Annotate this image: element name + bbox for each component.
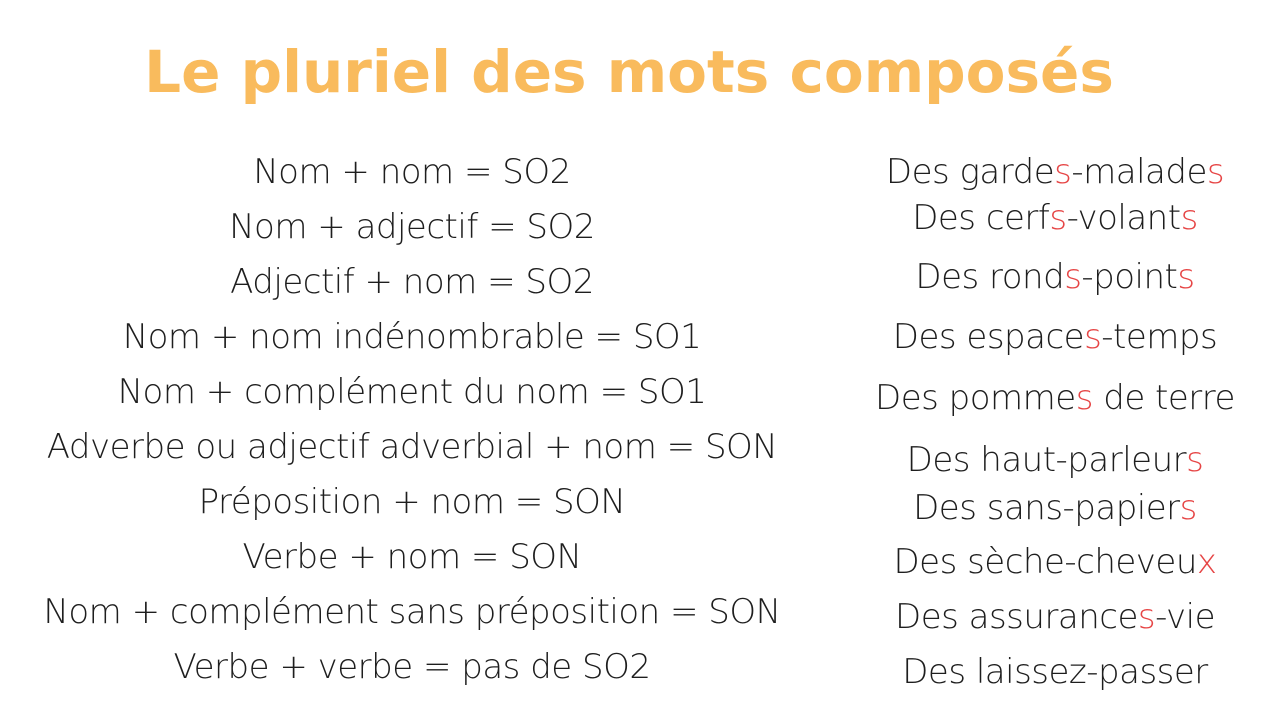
rule-item: Nom + adjectif = SO2	[229, 207, 595, 247]
example-text: Des laissez-passer	[902, 652, 1208, 692]
example-text: de terre	[1092, 378, 1235, 418]
example-item	[855, 486, 1255, 530]
plural-mark: s	[1137, 597, 1156, 637]
rule-item: Nom + nom indénombrable = SO1	[122, 317, 702, 357]
rule-item: Nom + complément du nom = SO1	[117, 372, 707, 412]
example-text: Des espace	[892, 317, 1085, 357]
rule-item: Adverbe ou adjectif adverbial + nom = SON	[46, 427, 778, 467]
example-text: Des sans-papier	[913, 488, 1180, 528]
plural-mark: x	[1196, 542, 1217, 582]
example-text: Des haut-parleur	[906, 440, 1187, 480]
example-item	[855, 150, 1255, 194]
example-item	[855, 650, 1255, 694]
example-text: -temps	[1101, 317, 1218, 357]
page-title: Le pluriel des mots composés	[144, 38, 1114, 106]
rules-list	[22, 145, 802, 695]
rule-item: Nom + nom = SO2	[253, 152, 571, 192]
example-item	[855, 438, 1255, 482]
rule-item: Verbe + nom = SON	[242, 537, 582, 577]
rule-item: Nom + complément sans préposition = SON	[43, 592, 781, 632]
plural-mark: s	[1054, 152, 1072, 192]
rule-item: Verbe + verbe = pas de SO2	[173, 647, 651, 687]
example-item	[855, 315, 1255, 359]
example-text: -malade	[1071, 152, 1207, 192]
example-text: -volant	[1066, 198, 1181, 238]
example-text: Des rond	[915, 257, 1065, 297]
plural-mark: s	[1075, 378, 1093, 418]
example-text: Des assurance	[895, 597, 1138, 637]
example-text: -vie	[1155, 597, 1215, 637]
plural-mark: s	[1049, 198, 1067, 238]
plural-mark: s	[1179, 488, 1197, 528]
rule-item: Adjectif + nom = SO2	[230, 262, 594, 302]
example-item	[855, 595, 1255, 639]
plural-mark: s	[1177, 257, 1195, 297]
plural-mark: s	[1180, 198, 1198, 238]
plural-mark: s	[1186, 440, 1204, 480]
rule-item: Préposition + nom = SON	[198, 482, 626, 522]
example-text: Des cerf	[912, 198, 1050, 238]
plural-mark: s	[1206, 152, 1225, 192]
example-item	[855, 196, 1255, 240]
example-text: Des pomme	[875, 378, 1076, 418]
example-item	[855, 540, 1255, 584]
plural-mark: s	[1084, 317, 1102, 357]
example-text: Des sèche-cheveu	[893, 542, 1197, 582]
example-item	[855, 255, 1255, 299]
example-item	[855, 376, 1255, 420]
example-text: -point	[1081, 257, 1178, 297]
plural-mark: s	[1064, 257, 1082, 297]
example-text: Des garde	[885, 152, 1055, 192]
